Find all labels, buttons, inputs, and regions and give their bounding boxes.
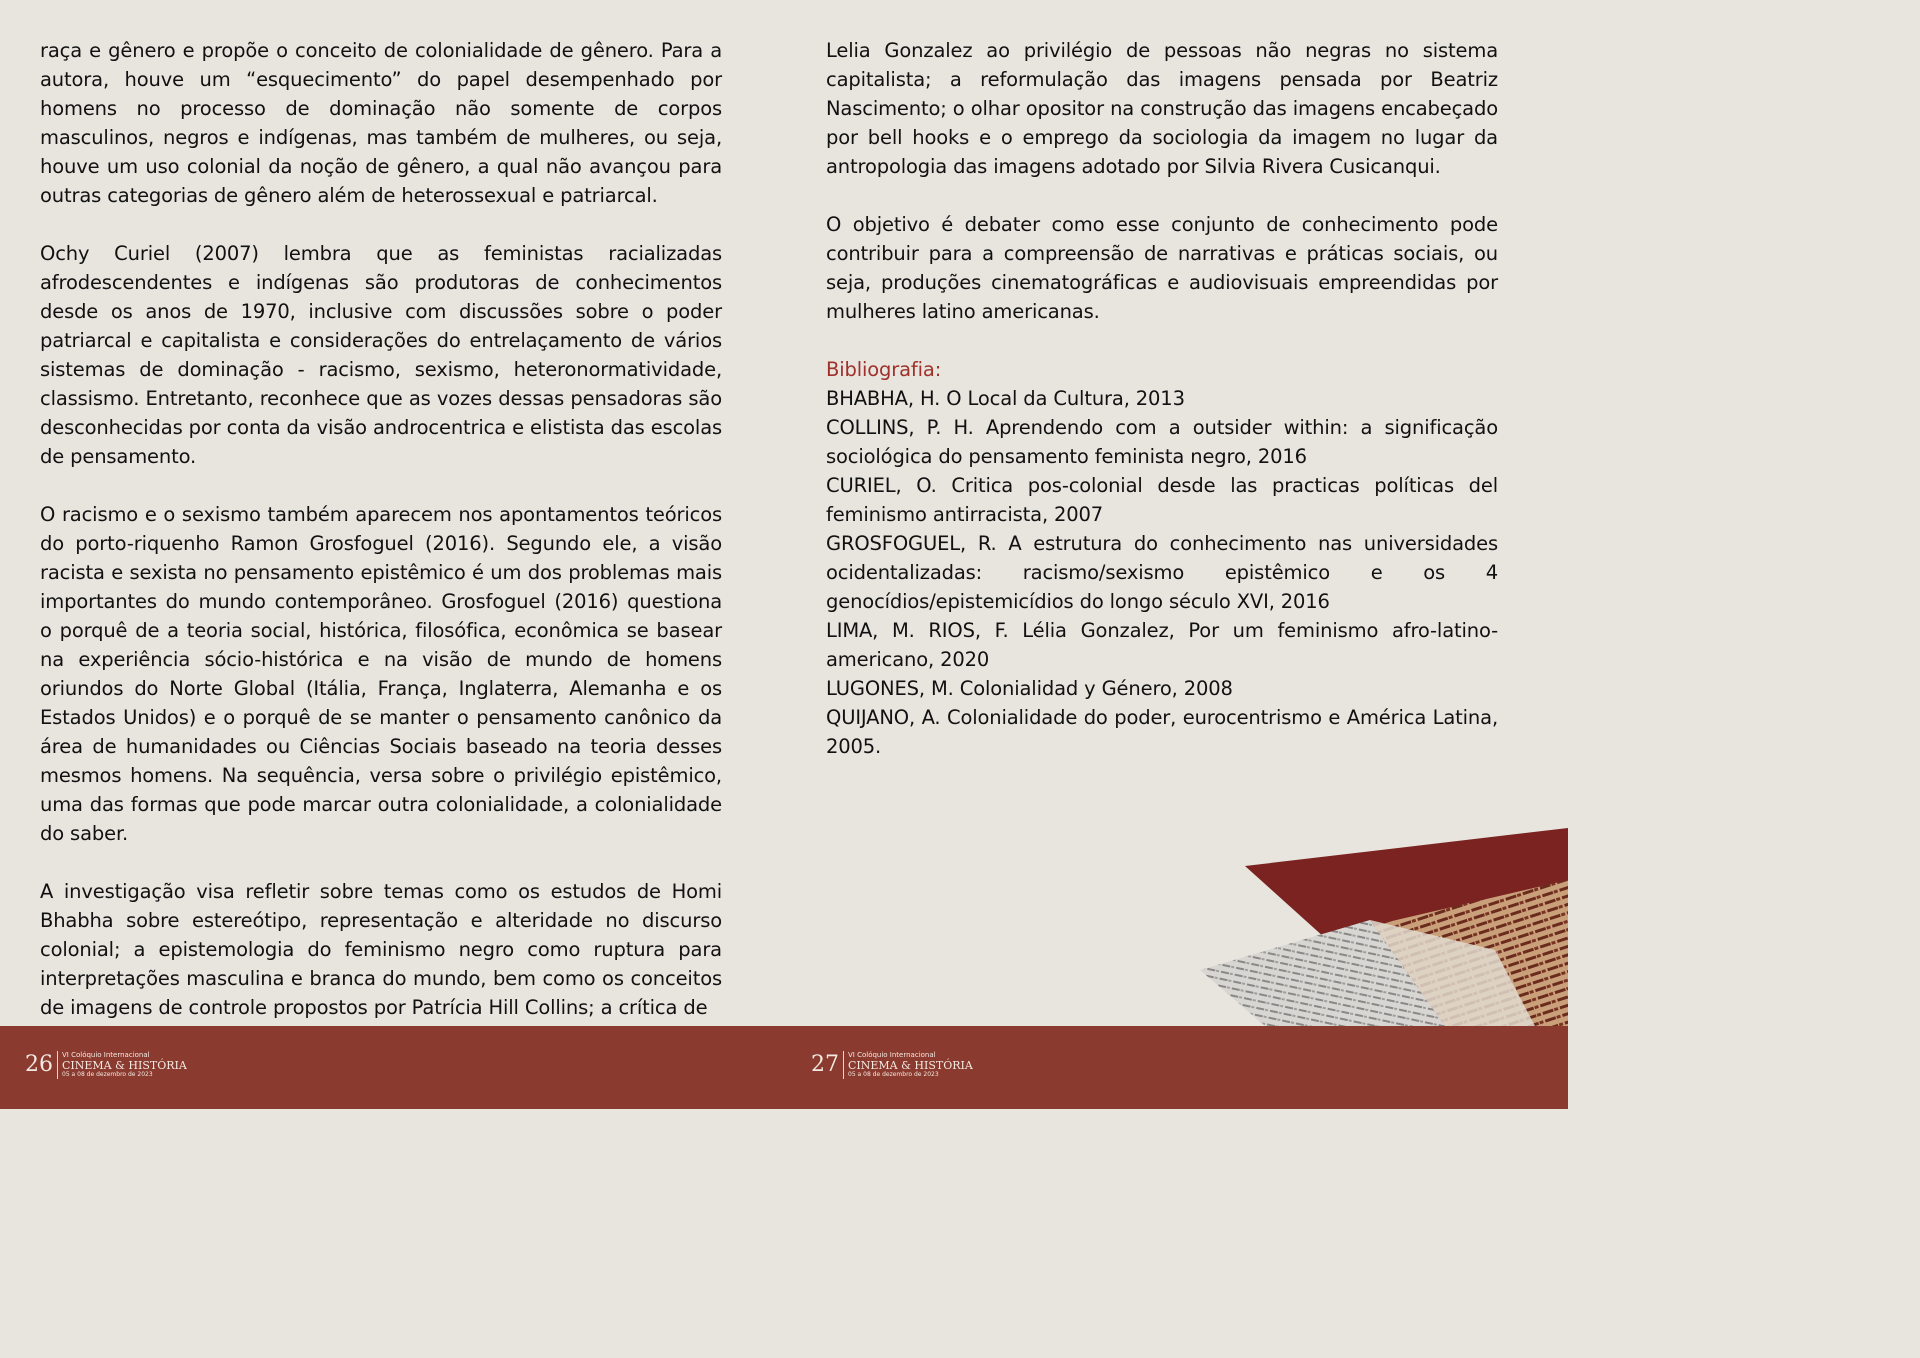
paragraph: A investigação visa refletir sobre temas como os estudos de Homi Bhabha sobre estereótipo, representação e alteridade no discurso colonial; a epistemologia do feminismo negro como ruptura para interpretações masculina e branca do mundo, bem como os conceitos de imagens de controle propostos por Patrícia Hill Collins; a crítica de bbox=[40, 880, 722, 1019]
bibliography-heading: Bibliografia: bbox=[826, 358, 942, 381]
page-number: 26 bbox=[25, 1051, 58, 1079]
event-title: CINEMA & HISTÓRIA bbox=[848, 1059, 973, 1072]
left-page-text bbox=[40, 36, 722, 1051]
bibliography-entry: CURIEL, O. Critica pos-colonial desde las practicas políticas del feminismo antirracista, 2007 bbox=[826, 474, 1498, 526]
footer-bar bbox=[0, 1026, 1568, 1109]
event-dates: 05 a 08 de dezembro de 2023 bbox=[62, 1071, 153, 1078]
paragraph: Ochy Curiel (2007) lembra que as feministas racializadas afrodescendentes e indígenas são produtoras de conhecimentos desde os anos de 1970, inclusive com discussões sobre o poder patriarcal e capitalista e considerações do entrelaçamento de vários sistemas de dominação - racismo, sexismo, heteronormatividade, classismo. Entretanto, reconhece que as vozes dessas pensadoras são desconhecidas por conta da visão androcentrica e elistista das escolas de pensamento. bbox=[40, 242, 722, 468]
event-dates: 05 a 08 de dezembro de 2023 bbox=[848, 1071, 939, 1078]
bibliography-entry: LUGONES, M. Colonialidad y Género, 2008 bbox=[826, 677, 1233, 700]
event-logo bbox=[848, 1052, 973, 1078]
bibliography-entry: COLLINS, P. H. Aprendendo com a outsider within: a significação sociológica do pensamento feminista negro, 2016 bbox=[826, 416, 1498, 468]
page-number: 27 bbox=[811, 1051, 844, 1079]
bibliography-list bbox=[826, 384, 1498, 761]
paragraph: Lelia Gonzalez ao privilégio de pessoas não negras no sistema capitalista; a reformulação das imagens pensada por Beatriz Nascimento; o olhar opositor na construção das imagens encabeçado por bell hooks e o emprego da sociologia da imagem no lugar da antropologia das imagens adotado por Silvia Rivera Cusicanqui. bbox=[826, 39, 1498, 178]
bibliography-entry: LIMA, M. RIOS, F. Lélia Gonzalez, Por um feminismo afro-latino-americano, 2020 bbox=[826, 619, 1498, 671]
event-title: CINEMA & HISTÓRIA bbox=[62, 1059, 187, 1072]
paragraph: O objetivo é debater como esse conjunto de conhecimento pode contribuir para a compreensão de narrativas e práticas sociais, ou seja, produções cinematográficas e audiovisuais empreendidas por mulheres latino americanas. bbox=[826, 213, 1498, 323]
paragraph: raça e gênero e propõe o conceito de colonialidade de gênero. Para a autora, houve um “esquecimento” do papel desempenhado por homens no processo de dominação não somente de corpos masculinos, negros e indígenas, mas também de mulheres, ou seja, houve um uso colonial da noção de gênero, a qual não avançou para outras categorias de gênero além de heterossexual e patriarcal. bbox=[40, 39, 722, 207]
bibliography-entry: GROSFOGUEL, R. A estrutura do conhecimento nas universidades ocidentalizadas: racismo/sexismo epistêmico e os 4 genocídios/epistemicídios do longo século XVI, 2016 bbox=[826, 532, 1498, 613]
bibliography-entry: BHABHA, H. O Local da Cultura, 2013 bbox=[826, 387, 1185, 410]
event-line: VI Colóquio Internacional bbox=[62, 1051, 150, 1059]
event-logo bbox=[62, 1052, 187, 1078]
bibliography-entry: QUIJANO, A. Colonialidade do poder, eurocentrismo e América Latina, 2005. bbox=[826, 706, 1498, 758]
paragraph: O racismo e o sexismo também aparecem nos apontamentos teóricos do porto-riquenho Ramon Grosfoguel (2016). Segundo ele, a visão racista e sexista no pensamento epistêmico é um dos problemas mais importantes do mundo contemporâneo. Grosfoguel (2016) questiona o porquê de a teoria social, histórica, filosófica, econômica se basear na experiência sócio-histórica e na visão de mundo de homens oriundos do Norte Global (Itália, França, Inglaterra, Alemanha e os Estados Unidos) e o porquê de se manter o pensamento canônico da área de humanidades ou Ciências Sociais baseado na teoria desses mesmos homens. Na sequência, versa sobre o privilégio epistêmico, uma das formas que pode marcar outra colonialidade, a colonialidade do saber. bbox=[40, 503, 722, 845]
collage-decoration bbox=[1195, 820, 1568, 1026]
right-page-text bbox=[826, 36, 1498, 761]
event-line: VI Colóquio Internacional bbox=[848, 1051, 936, 1059]
footer-right bbox=[811, 1051, 973, 1079]
footer-left bbox=[25, 1051, 187, 1079]
